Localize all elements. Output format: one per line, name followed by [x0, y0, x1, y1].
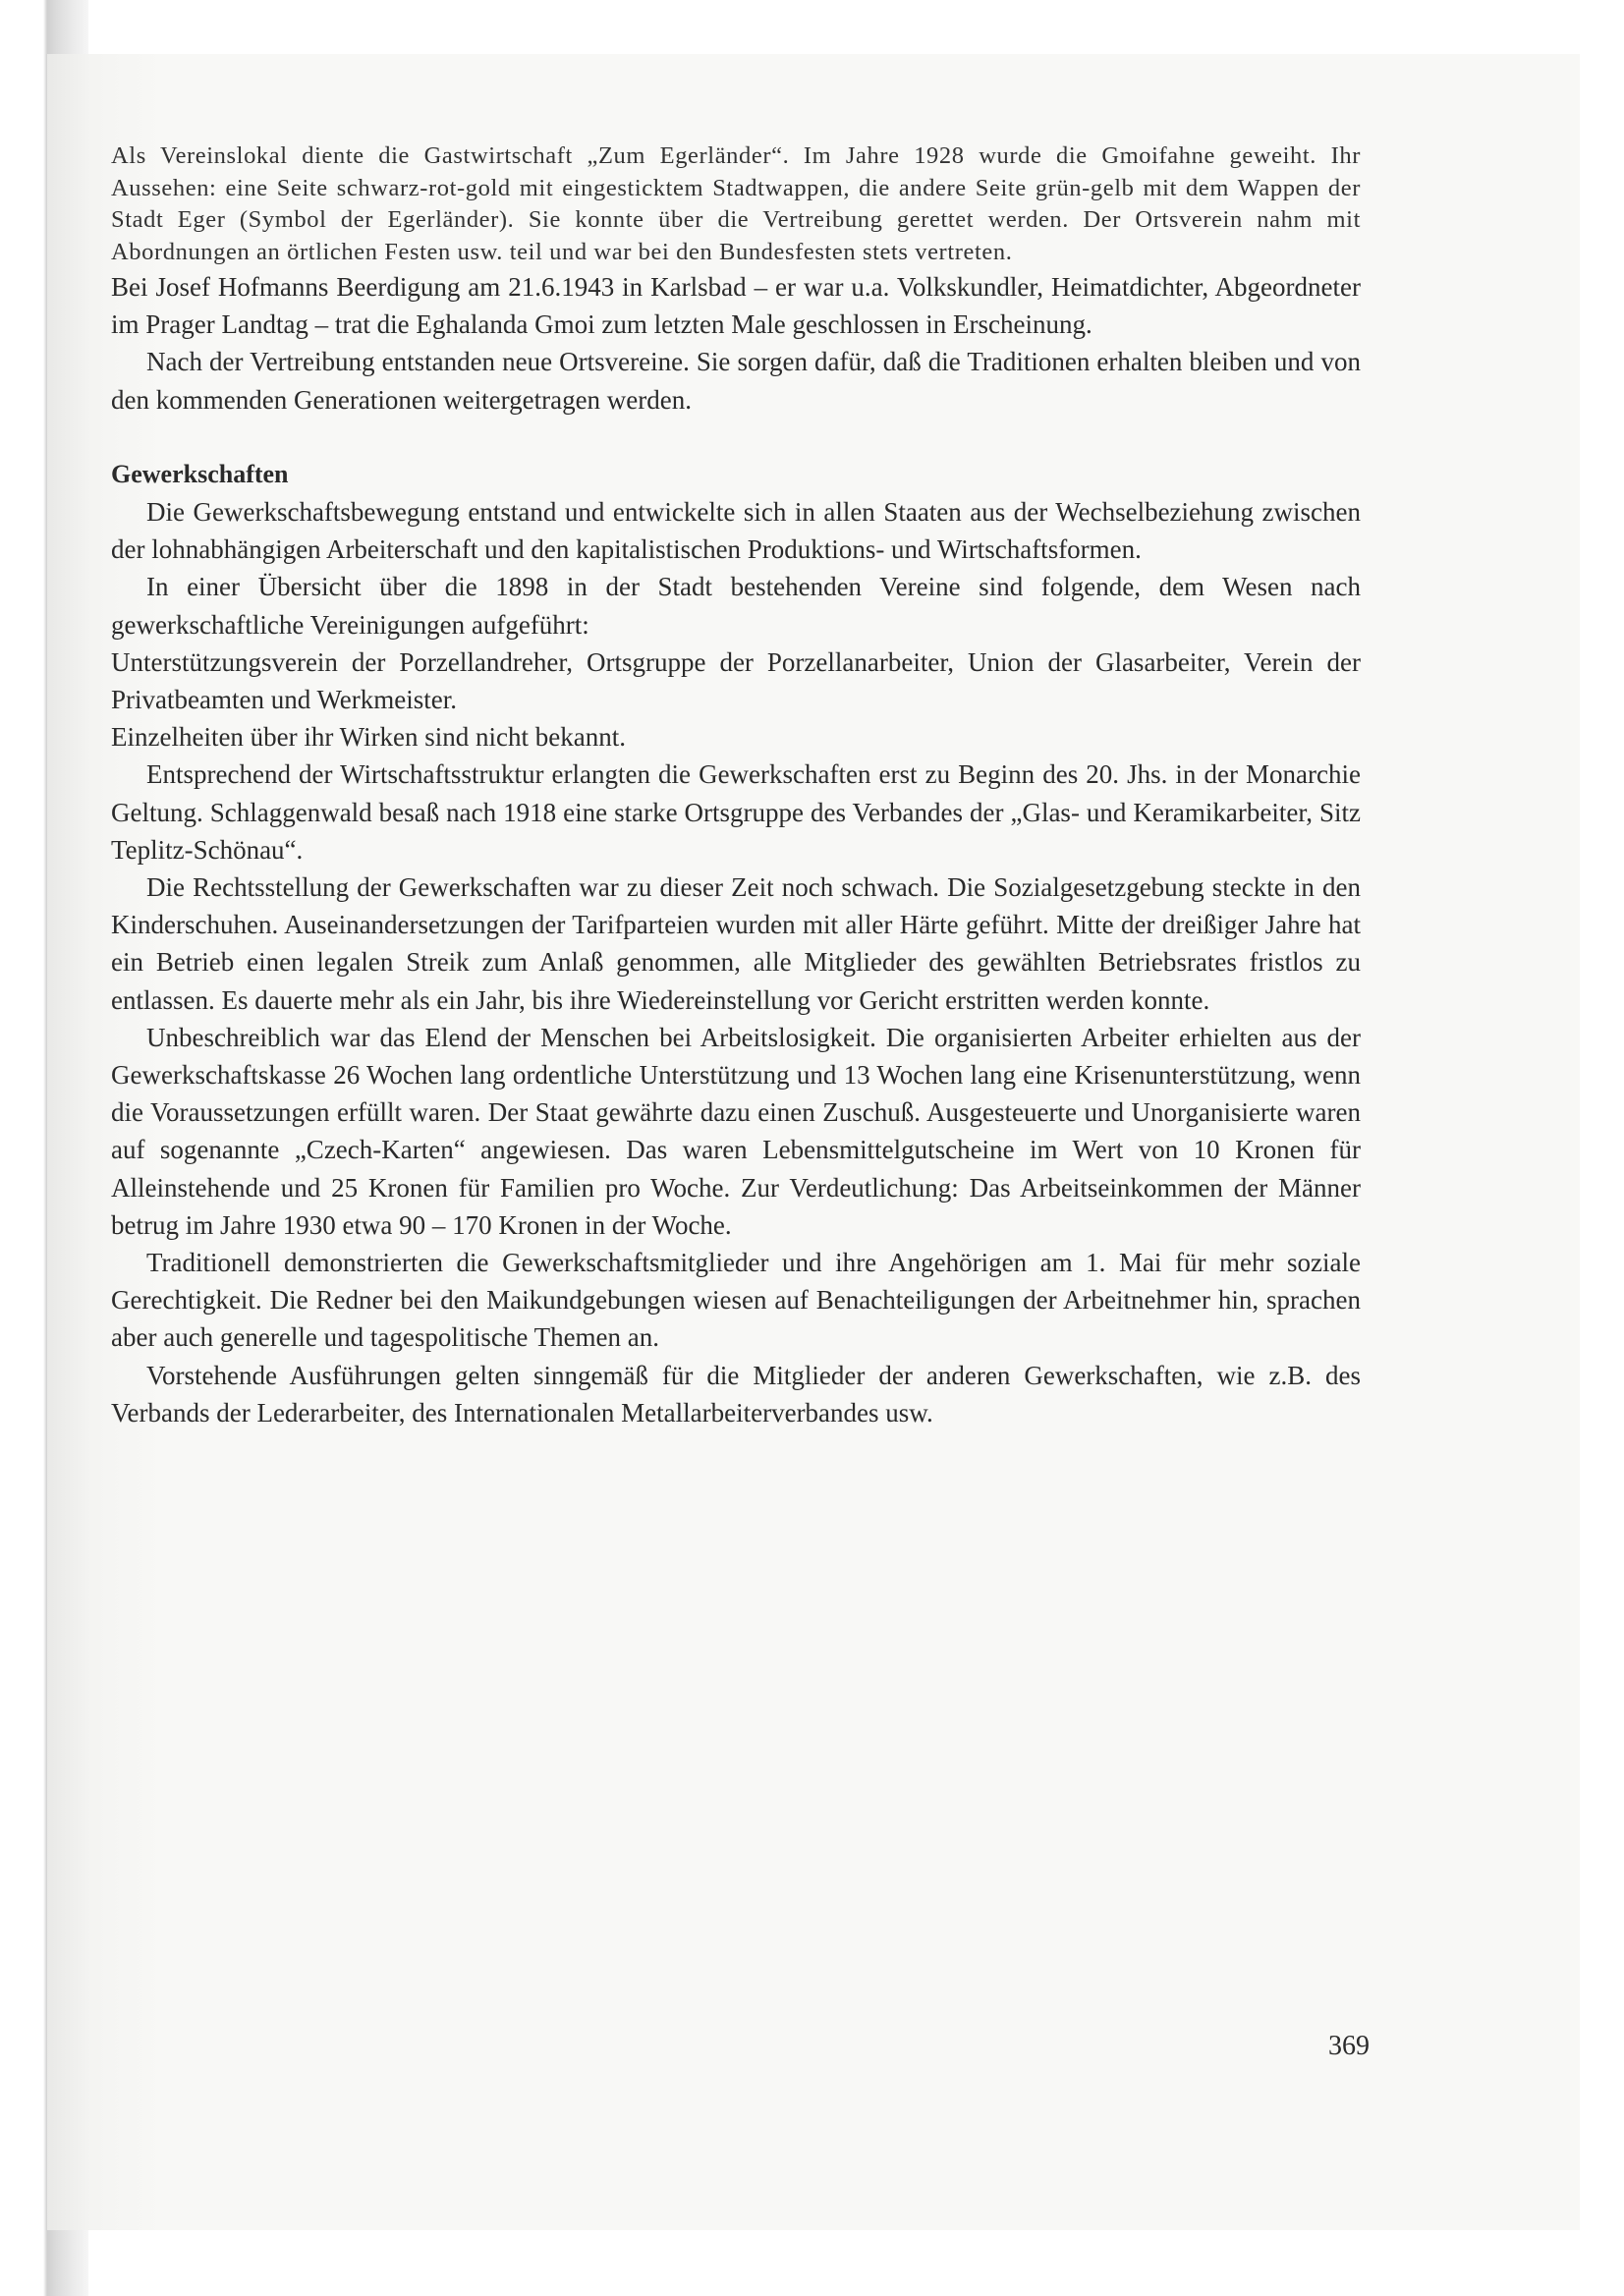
paragraph-erster-mai: Traditionell demonstrierten die Gewerkschaftsmitglieder und ihre Angehörigen am 1. Mai für mehr soziale Gerechtigkeit. Die Redner bei den Maikundgebungen wiesen auf Benachteiligungen der Arbeitnehmer hin, sprachen aber auch generelle und tagespolitische Themen an.: [111, 1248, 1361, 1353]
paragraph-einzelheiten: Einzelheiten über ihr Wirken sind nicht bekannt.: [111, 722, 627, 753]
intro-paragraph-small: Als Vereinslokal diente die Gastwirtschaft „Zum Egerländer“. Im Jahre 1928 wurde die Gmoifahne geweiht. Ihr Aussehen: eine Seite schwarz-rot-gold mit eingesticktem Stadtwappen, die andere Seite grün-gelb mit dem Wappen der Stadt Eger (Symbol der Egerländer). Sie konnte über die Vertreibung gerettet werden. Der Ortsverein nahm mit Abordnungen an örtlichen Festen usw. teil und war bei den Bundesfesten stets vertreten.: [111, 142, 1361, 265]
paragraph-rechtsstellung: Die Rechtsstellung der Gewerkschaften war zu dieser Zeit noch schwach. Die Sozialgesetzgebung steckte in den Kinderschuhen. Auseinandersetzungen der Tarifparteien wurden mit aller Härte geführt. Mitte der dreißiger Jahre hat ein Betrieb einen legalen Streik zum Anlaß genommen, alle Mitglieder des gewählten Betriebsrates fristlos zu entlassen. Es dauerte mehr als ein Jahr, bis ihre Wiedereinstellung vor Gericht erstritten werden konnte.: [111, 872, 1361, 1015]
section-heading: Gewerkschaften: [111, 459, 289, 488]
paragraph-wirtschaftsstruktur: Entsprechend der Wirtschaftsstruktur erlangten die Gewerkschaften erst zu Beginn des 20. Jhs. in der Monarchie Geltung. Schlaggenwald besaß nach 1918 eine starke Ortsgruppe des Verbandes der „Glas- und Keramikarbeiter, Sitz Teplitz-Schönau“.: [111, 759, 1361, 865]
paragraph-arbeitslosigkeit: Unbeschreiblich war das Elend der Menschen bei Arbeitslosigkeit. Die organisierten Arbeiter erhielten aus der Gewerkschaftskasse 26 Wochen lang ordentliche Unterstützung und 13 Wochen lang eine Krisenunterstützung, wenn die Voraussetzungen erfüllt waren. Der Staat gewährte dazu einen Zuschuß. Ausgesteuerte und Unorganisierte waren auf sogenannte „Czech-Karten“ angewiesen. Das waren Lebensmittelgutscheine im Wert von 10 Kronen für Alleinstehende und 25 Kronen für Familien pro Woche. Zur Verdeutlichung: Das Arbeitseinkommen der Männer betrug im Jahre 1930 etwa 90 – 170 Kronen in der Woche.: [111, 1022, 1361, 1240]
intro-paragraph-continued: Bei Josef Hofmanns Beerdigung am 21.6.1943 in Karlsbad – er war u.a. Volkskundler, Heimatdichter, Abgeordneter im Prager Landtag – trat die Eghalanda Gmoi zum letzten Male geschlossen in Erscheinung.: [111, 272, 1361, 340]
paragraph-vertreibung: Nach der Vertreibung entstanden neue Ortsvereine. Sie sorgen dafür, daß die Traditionen erhalten bleiben und von den kommenden Generationen weitergetragen werden.: [111, 347, 1361, 415]
page-text: [111, 140, 1361, 1431]
page-number: 369: [1328, 2031, 1370, 2061]
paragraph-gewerkschaftsbewegung: Die Gewerkschaftsbewegung entstand und entwickelte sich in allen Staaten aus der Wechselbeziehung zwischen der lohnabhängigen Arbeiterschaft und den kapitalistischen Produktions- und Wirtschaftsformen.: [111, 497, 1361, 565]
paragraph-vereine-list: Unterstützungsverein der Porzellandreher, Ortsgruppe der Porzellanarbeiter, Union der Glasarbeiter, Verein der Privatbeamten und Werkmeister.: [111, 646, 1361, 715]
section-spacer: [111, 419, 1361, 456]
paragraph-vorstehende: Vorstehende Ausführungen gelten sinngemäß für die Mitglieder der anderen Gewerkschaften, wie z.B. des Verbands der Lederarbeiter, des Internationalen Metallarbeiterverbandes usw.: [111, 1360, 1361, 1428]
paragraph-uebersicht: In einer Übersicht über die 1898 in der Stadt bestehenden Vereine sind folgende, dem Wesen nach gewerkschaftliche Vereinigungen aufgeführt:: [111, 572, 1361, 640]
